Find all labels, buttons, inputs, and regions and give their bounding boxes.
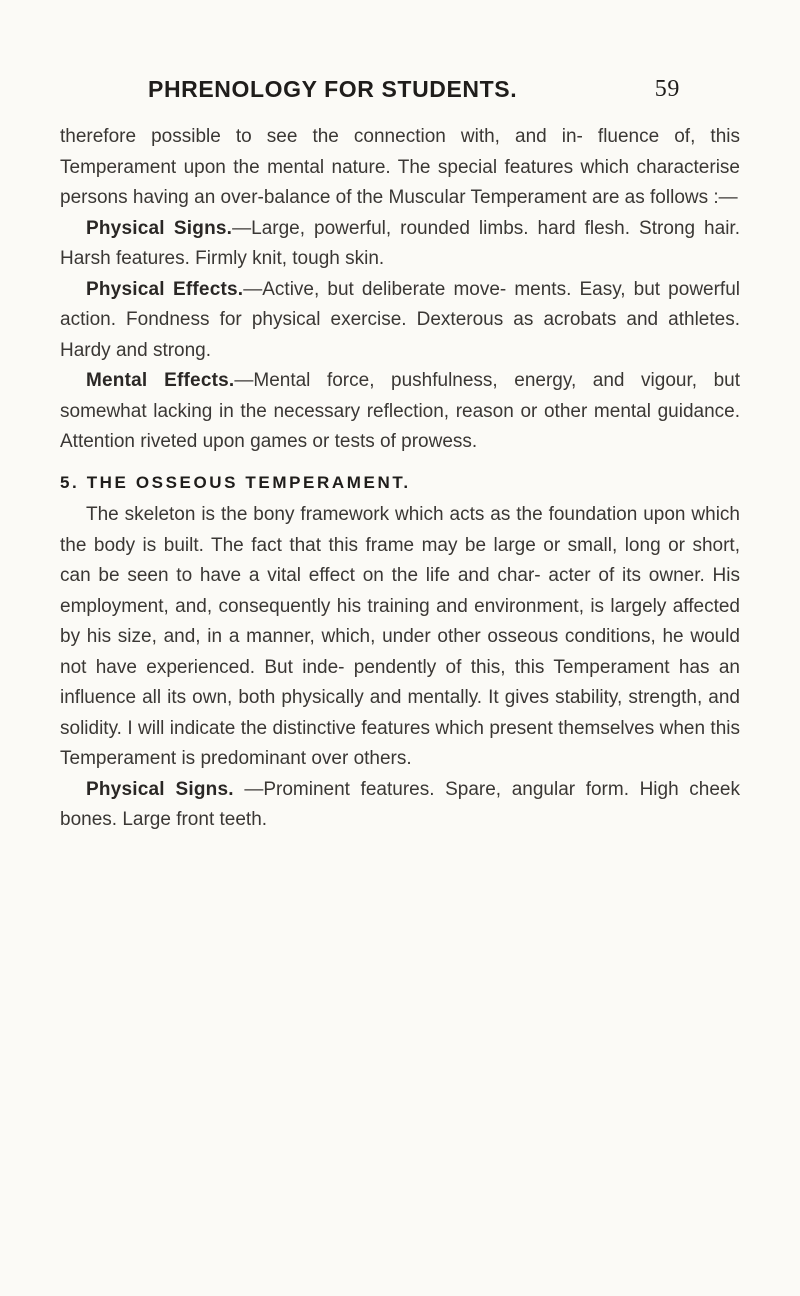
run-in-heading: Mental Effects. (86, 370, 235, 391)
paragraph-physical-effects (60, 275, 740, 367)
paragraph-text: —Large, powerful, rounded limbs. hard flesh. Strong hair. Harsh features. Firmly knit, tough skin. (60, 217, 740, 269)
paragraph-intro: therefore possible to see the connection with, and in- fluence of, this Temperament upon the mental nature. The special features which characterise persons having an over-balance of the Muscular Temperament are as follows :— (60, 126, 740, 208)
paragraph-text: —Active, but deliberate move- ments. Easy, but powerful action. Fondness for physical exercise. Dexterous as acrobats and athletes. Hardy and strong. (60, 278, 740, 361)
paragraph-text: —Mental force, pushfulness, energy, and vigour, but somewhat lacking in the necessary reflection, reason or other mental guidance. Attention riveted upon games or tests of prowess. (60, 370, 740, 452)
run-in-heading: Physical Signs. (86, 778, 234, 800)
run-in-heading: Physical Signs. (86, 217, 233, 239)
paragraph-osseous: The skeleton is the bony framework which acts as the foundation upon which the body is built. The fact that this frame may be large or small, long or short, can be seen to have a vital effect on the life and char- acter of its owner. His employment, and, consequently his training and environment, is largely affected by his size, and, in a manner, which, under other osseous conditions, he would not have experienced. But inde- pendently of this, this Temperament has an influence all its own, both physically and mentally. It gives stability, strength, and solidity. I will indicate the distinctive features which present themselves when this Temperament is predominant over others. (60, 504, 740, 769)
page-body (60, 122, 740, 836)
running-header (148, 76, 680, 110)
paragraph-text: —Prominent features. Spare, angular form. High cheek bones. Large front teeth. (60, 778, 740, 830)
running-title: PHRENOLOGY FOR STUDENTS. (148, 76, 518, 102)
section-heading: 5. THE OSSEOUS TEMPERAMENT. (60, 472, 411, 492)
page-number: 59 (654, 76, 680, 102)
paragraph-physical-signs-osseous (60, 775, 740, 836)
run-in-heading: Physical Effects. (86, 278, 244, 300)
paragraph-physical-signs (60, 214, 740, 275)
paragraph-mental-effects (60, 366, 740, 458)
